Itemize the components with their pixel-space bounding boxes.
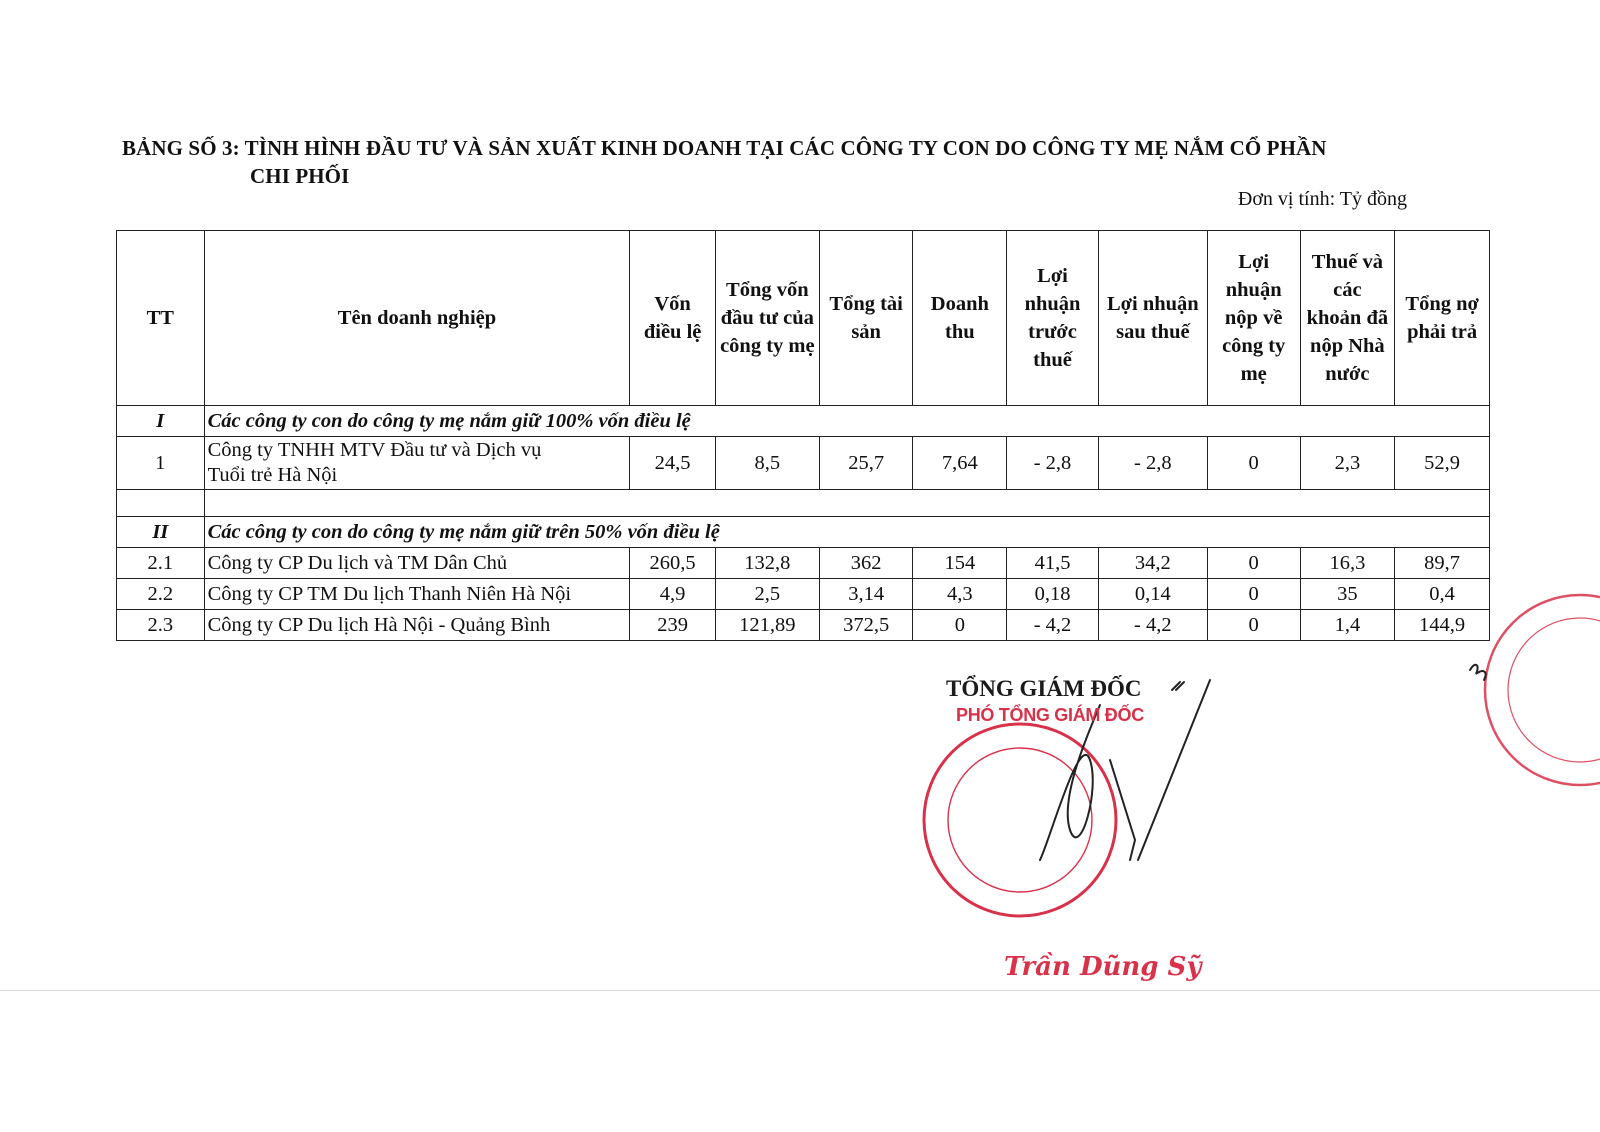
col-header-profit-to-parent: Lợi nhuận nộp về công ty mẹ: [1207, 231, 1300, 406]
signer-name: Trần Dũng Sỹ: [1004, 952, 1202, 982]
cell-value: 52,9: [1395, 437, 1490, 490]
col-header-taxes-paid: Thuế và các khoản đã nộp Nhà nước: [1300, 231, 1395, 406]
company-name: Công ty CP TM Du lịch Thanh Niên Hà Nội: [204, 579, 630, 610]
cell-value: 0,4: [1395, 579, 1490, 610]
cell-value: 7,64: [913, 437, 1007, 490]
cell-value: 25,7: [819, 437, 913, 490]
cell-value: 239: [630, 610, 716, 641]
cell-value: 362: [819, 548, 913, 579]
deputy-role-title: PHÓ TỔNG GIÁM ĐỐC: [956, 705, 1144, 725]
company-name: Công ty CP Du lịch và TM Dân Chủ: [204, 548, 630, 579]
cell-value: 41,5: [1007, 548, 1099, 579]
section-number: I: [117, 406, 205, 437]
unit-note: Đơn vị tính: Tỷ đồng: [1237, 188, 1407, 210]
col-header-revenue: Doanh thu: [913, 231, 1007, 406]
col-header-name: Tên doanh nghiệp: [204, 231, 630, 406]
cell-value: 24,5: [630, 437, 716, 490]
col-header-tt: TT: [117, 231, 205, 406]
section-number: II: [117, 517, 205, 548]
cell-value: - 4,2: [1098, 610, 1207, 641]
cell-value: 154: [913, 548, 1007, 579]
cell-value: 2,5: [715, 579, 819, 610]
cell-value: 0,14: [1098, 579, 1207, 610]
cell-value: 0: [1207, 579, 1300, 610]
cell-value: 89,7: [1395, 548, 1490, 579]
cell-value: - 2,8: [1007, 437, 1099, 490]
cell-value: 132,8: [715, 548, 819, 579]
role-title: TỔNG GIÁM ĐỐC: [946, 676, 1142, 701]
title-line-1: BẢNG SỐ 3: TÌNH HÌNH ĐẦU TƯ VÀ SẢN XUẤT KINH DOANH TẠI CÁC CÔNG TY CON DO CÔNG TY MẸ NẮM CỔ PHẦN: [122, 136, 1327, 160]
row-number: 2.1: [117, 548, 205, 579]
cell-value: 4,9: [630, 579, 716, 610]
cell-value: 1,4: [1300, 610, 1395, 641]
row-number: 2.2: [117, 579, 205, 610]
cell-value: 3,14: [819, 579, 913, 610]
cell-value: 260,5: [630, 548, 716, 579]
section-label: Các công ty con do công ty mẹ nắm giữ trên 50% vốn điều lệ: [204, 517, 1489, 548]
cell-value: 0,18: [1007, 579, 1099, 610]
title-line-2: CHI PHỐI: [250, 164, 350, 188]
cell-value: 0: [1207, 610, 1300, 641]
cell-value: 16,3: [1300, 548, 1395, 579]
row-number: 2.3: [117, 610, 205, 641]
section-label: Các công ty con do công ty mẹ nắm giữ 100% vốn điều lệ: [204, 406, 1489, 437]
cell-value: 0: [1207, 437, 1300, 490]
cell-value: 144,9: [1395, 610, 1490, 641]
cell-value: 34,2: [1098, 548, 1207, 579]
col-header-parent-investment: Tổng vốn đầu tư của công ty mẹ: [715, 231, 819, 406]
cell-value: 372,5: [819, 610, 913, 641]
col-header-total-liabilities: Tổng nợ phải trả: [1395, 231, 1490, 406]
cell-value: 2,3: [1300, 437, 1395, 490]
col-header-total-assets: Tổng tài sản: [819, 231, 913, 406]
cell-value: - 4,2: [1007, 610, 1099, 641]
edge-stamp-icon: [1485, 595, 1600, 785]
company-name-line: Công ty TNHH MTV Đầu tư và Dịch vụ: [207, 439, 542, 461]
company-name-line: Tuổi trẻ Hà Nội: [207, 464, 338, 486]
row-number: 1: [117, 437, 205, 490]
cell-value: - 2,8: [1098, 437, 1207, 490]
cell-value: 0: [913, 610, 1007, 641]
cell-value: 4,3: [913, 579, 1007, 610]
cell-value: 121,89: [715, 610, 819, 641]
col-header-profit-after-tax: Lợi nhuận sau thuế: [1098, 231, 1207, 406]
cell-value: 0: [1207, 548, 1300, 579]
cell-value: 35: [1300, 579, 1395, 610]
cell-value: 8,5: [715, 437, 819, 490]
col-header-profit-before-tax: Lợi nhuận trước thuế: [1007, 231, 1099, 406]
company-name: Công ty CP Du lịch Hà Nội - Quảng Bình: [204, 610, 630, 641]
col-header-charter-capital: Vốn điều lệ: [630, 231, 716, 406]
